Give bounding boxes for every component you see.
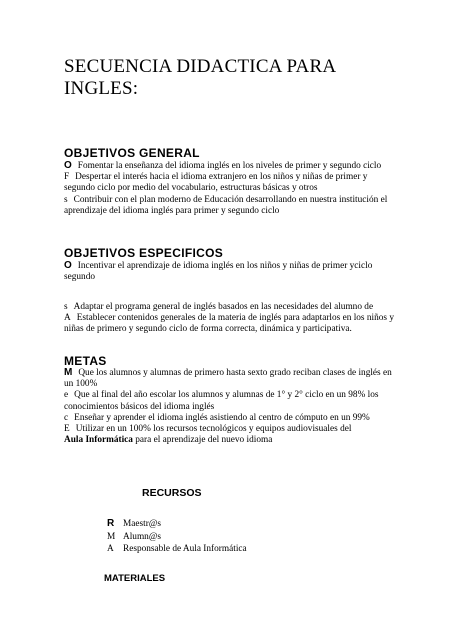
list-item-continuation [64,435,394,446]
list-item [64,367,394,390]
list-item [64,172,394,194]
list-item [107,518,247,531]
list-marker: s [64,194,68,205]
list-item [107,543,247,556]
list-marker: O [64,160,72,171]
section-heading-materiales: MATERIALES [104,573,166,584]
list-item [64,413,394,424]
metas-list [64,367,394,446]
list-item [64,390,394,412]
list-item [64,260,394,283]
list-item-text: Establecer contenidos generales de la materia de inglés para adaptarlos en los niños y niñas de primero y segundo ciclo de forma correcta, dinámica y participativa. [64,313,394,335]
list-marker: O [64,260,72,271]
list-item [64,424,394,435]
list-item-text: Responsable de Aula Informática [123,544,247,554]
list-item-text: Alumn@s [123,531,162,542]
section-heading-objetivos-especificos: OBJETIVOS ESPECIFICOS [64,246,224,260]
list-item [64,160,394,172]
list-marker: M [107,531,116,542]
section-heading-metas: METAS [64,354,107,368]
list-item-text: Fomentar la enseñanza del idioma inglés en los niveles de primer y segundo ciclo [77,161,382,171]
objetivos-general-list [64,160,394,217]
list-item-text: Incentivar el aprendizaje de idioma inglés en los niños y niñas de primer yciclo segundo [64,261,373,283]
list-item-text: Maestr@s [123,519,161,529]
list-item-text: Adaptar el programa general de inglés basados en las necesidades del alumno de [73,302,374,312]
list-item-text: Que al final del año escolar los alumnos y alumnas de 1° y 2° ciclo en un 98% los conocimientos básicos del idioma inglés [64,390,379,412]
list-marker: E [64,424,70,435]
list-item-text: para el aprendizaje del nuevo idioma [132,435,273,446]
list-item [64,195,394,217]
list-marker: e [64,390,69,401]
list-item-text: Que los alumnos y alumnas de primero hasta sexto grado reciban clases de inglés en un 100% [64,368,392,390]
list-marker: F [64,172,70,183]
bold-text: Aula Informática [64,435,133,446]
list-marker: s [64,302,68,312]
list-item [107,531,247,544]
list-item [64,302,394,313]
list-marker: M [64,367,73,378]
list-item-text: Enseñar y aprender el idioma inglés asistiendo al centro de cómputo en un 99% [74,412,370,423]
list-item-text: Utilizar en un 100% los recursos tecnológicos y equipos audiovisuales del [75,424,352,435]
section-heading-objetivos-general: OBJETIVOS GENERAL [64,146,200,160]
recursos-list [107,518,247,556]
page-title: SECUENCIA DIDACTICA PARA INGLES: [64,56,336,99]
objetivos-especificos-list-b [64,302,394,336]
list-item-text: Contribuir con el plan moderno de Educación desarrollando en nuestra institución el aprendizaje del idioma inglés para primer y segundo ciclo [64,194,388,216]
objetivos-especificos-list-a [64,260,394,283]
section-heading-recursos: RECURSOS [142,487,202,499]
list-item [64,313,394,335]
list-marker: c [64,412,69,423]
list-marker: A [64,313,71,324]
list-marker: R [107,518,115,529]
list-marker: A [107,544,114,554]
list-item-text: Despertar el interés hacia el idioma extranjero en los niños y niñas de primer y segundo ciclo por medio del vocabulario, estructuras básicas y otros [64,172,368,194]
